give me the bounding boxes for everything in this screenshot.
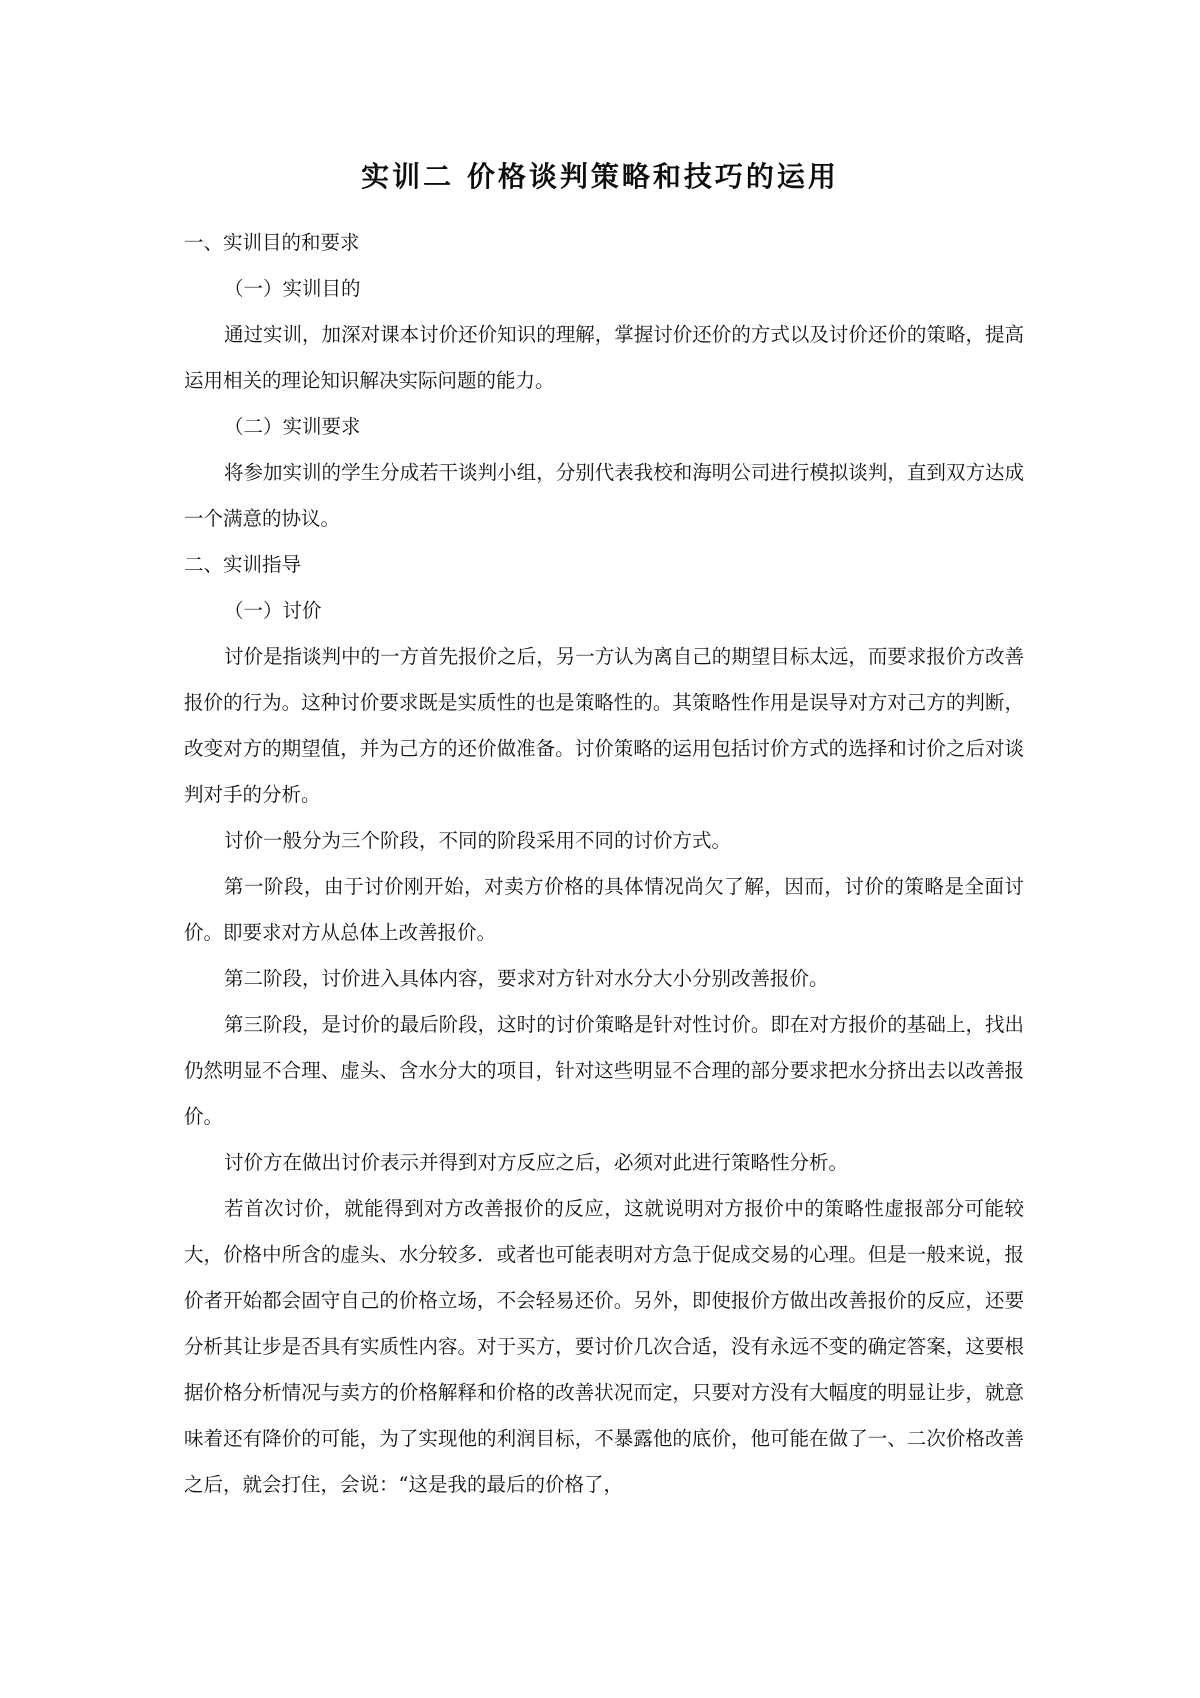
section-heading: 二、实训指导 bbox=[184, 553, 302, 576]
subsection-heading: （二）实训要求 bbox=[224, 415, 361, 438]
section-heading: 一、实训目的和要求 bbox=[184, 231, 360, 254]
paragraph: 讨价一般分为三个阶段，不同的阶段采用不同的讨价方式。 bbox=[224, 829, 732, 852]
paragraph: 将参加实训的学生分成若干谈判小组，分别代表我校和海明公司进行模拟谈判，直到双方达成一个满意的协议。 bbox=[184, 461, 1024, 530]
paragraph: 讨价是指谈判中的一方首先报价之后，另一方认为离自己的期望目标太远，而要求报价方改善报价的行为。这种讨价要求既是实质性的也是策略性的。其策略性作用是误导对方对己方的判断，改变对方的期望值，并为己方的还价做准备。讨价策略的运用包括讨价方式的选择和讨价之后对谈判对手的分析。 bbox=[184, 645, 1024, 806]
paragraph: 第一阶段，由于讨价刚开始，对卖方价格的具体情况尚欠了解，因而，讨价的策略是全面讨价。即要求对方从总体上改善报价。 bbox=[184, 875, 1024, 944]
paragraph: 第三阶段，是讨价的最后阶段，这时的讨价策略是针对性讨价。即在对方报价的基础上，找出仍然明显不合理、虚头、含水分大的项目，针对这些明显不合理的部分要求把水分挤出去以改善报价。 bbox=[184, 1013, 1024, 1128]
paragraph: 讨价方在做出讨价表示并得到对方反应之后，必须对此进行策略性分析。 bbox=[224, 1151, 849, 1174]
subsection-heading: （一）实训目的 bbox=[224, 277, 361, 300]
paragraph: 第二阶段，讨价进入具体内容，要求对方针对水分大小分别改善报价。 bbox=[224, 967, 829, 990]
paragraph: 若首次讨价，就能得到对方改善报价的反应，这就说明对方报价中的策略性虚报部分可能较大，价格中所含的虚头、水分较多．或者也可能表明对方急于促成交易的心理。但是一般来说，报价者开始都会固守自己的价格立场，不会轻易还价。另外，即使报价方做出改善报价的反应，还要分析其让步是否具有实质性内容。对于买方，要讨价几次合适，没有永远不变的确定答案，这要根据价格分析情况与卖方的价格解释和价格的改善状况而定，只要对方没有大幅度的明显让步，就意味着还有降价的可能，为了实现他的利润目标，不暴露他的底价，他可能在做了一、二次价格改善之后，就会打住，会说：“这是我的最后的价格了， bbox=[184, 1197, 1024, 1496]
document-body bbox=[184, 220, 1024, 1508]
paragraph: 通过实训，加深对课本讨价还价知识的理解，掌握讨价还价的方式以及讨价还价的策略，提高运用相关的理论知识解决实际问题的能力。 bbox=[184, 323, 1024, 392]
subsection-heading: （一）讨价 bbox=[224, 599, 322, 622]
page-title: 实训二 价格谈判策略和技巧的运用 bbox=[361, 160, 839, 193]
